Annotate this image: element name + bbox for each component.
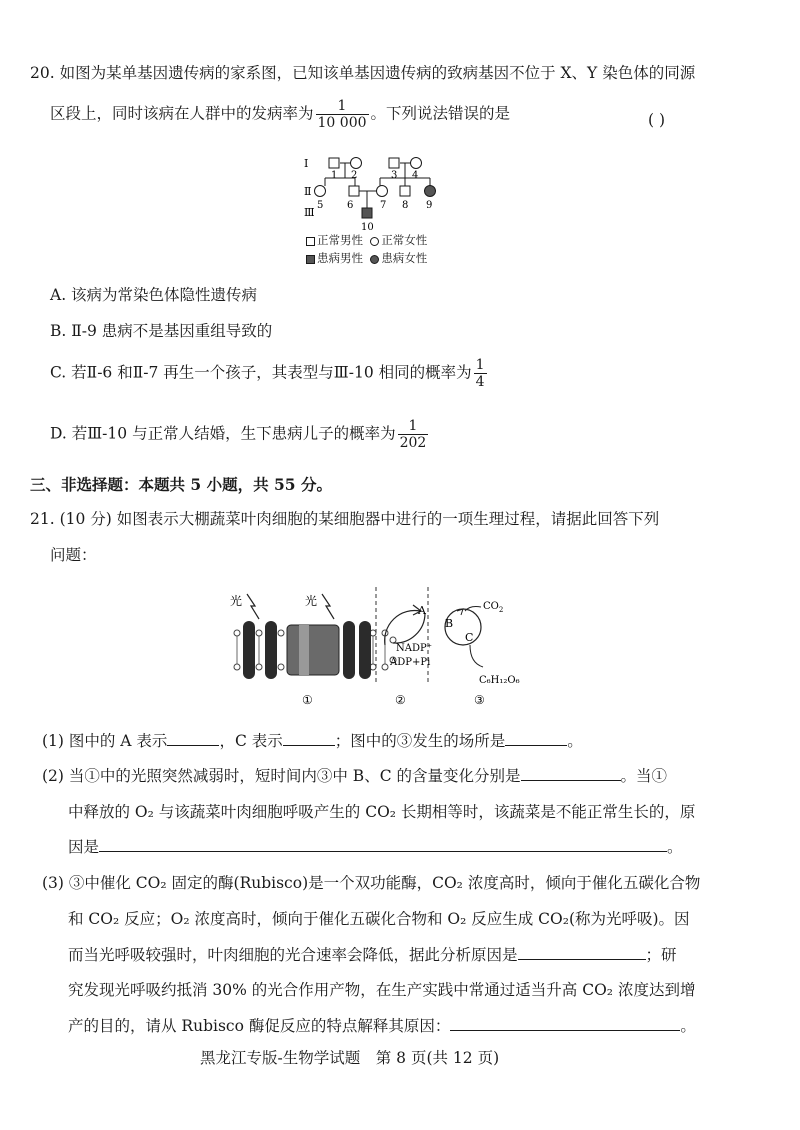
protein-complex-1	[243, 621, 255, 679]
option-c-text: C. 若Ⅱ-6 和Ⅱ-7 再生一个孩子，其表型与Ⅲ-10 相同的概率为	[50, 363, 472, 382]
q21-part3-line5	[68, 1016, 696, 1036]
legend-affected-female: 患病女性	[381, 251, 428, 265]
id-4: 4	[412, 170, 419, 181]
part2-l3a: 因是	[68, 838, 100, 856]
person-3-male	[389, 158, 399, 168]
option-d-text: D. 若Ⅲ-10 与正常人结婚，生下患病儿子的概率为	[50, 424, 396, 443]
pedigree-legend-row1	[306, 233, 427, 247]
circle-icon	[370, 237, 379, 246]
person-6-male	[349, 186, 359, 196]
fraction-denominator: 202	[399, 435, 427, 451]
part3-l3a: 而当光呼吸较强时，叶肉细胞的光合速率会降低，据此分析原因是	[68, 946, 518, 964]
q20-line1: 20. 如图为某单基因遗传病的家系图，已知该单基因遗传病的致病基因不位于 X、Y 染色体的同源	[30, 64, 696, 82]
fraction-numerator: 1	[316, 98, 369, 115]
pedigree-chart	[300, 148, 450, 238]
q20-option-a: A. 该病为常染色体隐性遗传病	[50, 286, 258, 304]
fraction-denominator: 10 000	[317, 115, 367, 131]
id-10: 10	[361, 222, 374, 233]
q20-option-b: B. Ⅱ-9 患病不是基因重组导致的	[50, 322, 273, 340]
q21-part1	[42, 731, 583, 751]
person-4-female	[411, 158, 422, 169]
person-1-male	[329, 158, 339, 168]
person-9-affected-female	[425, 186, 436, 197]
part3-l5a: 产的目的，请从 Rubisco 酶促反应的特点解释其原因：	[68, 1017, 451, 1035]
answer-blank[interactable]	[521, 766, 621, 781]
answer-blank[interactable]	[518, 945, 646, 960]
q21-part3-line2: 和 CO₂ 反应；O₂ 浓度高时，倾向于催化五碳化合物和 O₂ 反应生成 CO₂(称为光呼吸)。因	[68, 910, 690, 928]
q21-part3-line4: 究发现光呼吸约抵消 30% 的光合作用产物，在生产实践中常通过适当升高 CO₂ 浓度达到增	[68, 981, 696, 999]
q21-line1: 21. (10 分) 如图表示大棚蔬菜叶肉细胞的某细胞器中进行的一项生理过程，请据此回答下列	[30, 510, 660, 528]
q20-answer-paren: ( )	[648, 111, 666, 129]
region-label-3: ③	[474, 693, 485, 707]
answer-blank[interactable]	[283, 731, 335, 746]
pedigree-legend-row2	[306, 251, 427, 265]
id-6: 6	[347, 200, 354, 211]
lightning-icon	[247, 594, 259, 619]
person-7-female	[377, 186, 388, 197]
id-9: 9	[426, 200, 433, 211]
fraction-numerator: 1	[475, 357, 485, 373]
protein-complex-3	[343, 621, 355, 679]
person-2-female	[351, 158, 362, 169]
label-co2	[483, 601, 503, 614]
legend-normal-male: 正常男性	[317, 233, 363, 247]
q21-part2-line3	[68, 837, 683, 857]
gen-label-2: Ⅱ	[304, 185, 312, 198]
label-B: B	[445, 617, 454, 630]
id-5: 5	[317, 200, 324, 211]
legend-affected-male: 患病男性	[317, 251, 363, 265]
light-label-2: 光	[305, 594, 318, 608]
option-c-fraction	[474, 357, 487, 390]
q20-line2-text: 区段上，同时该病在人群中的发病率为	[50, 104, 314, 123]
gen-label-1: Ⅰ	[304, 157, 309, 170]
q20-incidence-fraction	[316, 98, 369, 131]
label-A: A	[418, 604, 426, 617]
q20-line2	[50, 98, 510, 131]
co2-text: CO	[483, 601, 499, 612]
part1-a: (1) 图中的 A 表示	[42, 732, 168, 750]
protein-complex-2	[265, 621, 277, 679]
thylakoid-membrane	[234, 621, 396, 679]
q21-part2-line2: 中释放的 O₂ 与该蔬菜叶肉细胞呼吸产生的 CO₂ 长期相等时，该蔬菜是不能正常生长的，原	[68, 803, 696, 821]
answer-blank[interactable]	[450, 1016, 680, 1031]
gen-label-3: Ⅲ	[304, 206, 315, 219]
filled-circle-icon	[370, 255, 379, 264]
q21-part3-line1: (3) ③中催化 CO₂ 固定的酶(Rubisco)是一个双功能酶，CO₂ 浓度高时，倾向于催化五碳化合物	[42, 874, 701, 892]
fraction-denominator: 4	[475, 374, 485, 390]
lightning-icon	[322, 594, 334, 619]
q21-part2-line1	[42, 766, 667, 786]
glucose-arrow	[470, 645, 483, 667]
atp-synthase-channel	[299, 625, 309, 675]
section-3-heading: 三、非选择题：本题共 5 小题，共 55 分。	[30, 475, 332, 494]
part2-l3b: 。	[667, 838, 683, 856]
person-10-affected-male	[362, 208, 372, 218]
id-3: 3	[391, 170, 398, 181]
light-label-1: 光	[230, 594, 243, 608]
part2-l1b: 。当①	[620, 767, 668, 785]
option-d-fraction	[398, 418, 429, 451]
part3-l5b: 。	[680, 1017, 696, 1035]
person-8-male	[400, 186, 410, 196]
square-icon	[306, 237, 315, 246]
label-adp-pi: ADP+Pi	[390, 657, 431, 668]
part2-l1a: (2) 当①中的光照突然减弱时，短时间内③中 B、C 的含量变化分别是	[42, 767, 521, 785]
q21-line2: 问题：	[50, 546, 97, 564]
q20-line2-tail: 。下列说法错误的是	[370, 104, 511, 123]
q20-option-d	[50, 418, 430, 451]
protein-complex-4	[359, 621, 371, 679]
person-5-female	[315, 186, 326, 197]
part3-l3b: ；研	[645, 946, 677, 964]
co2-subscript: 2	[498, 606, 504, 614]
label-C: C	[465, 631, 474, 644]
fraction-numerator: 1	[398, 418, 429, 435]
id-8: 8	[402, 200, 409, 211]
id-7: 7	[380, 200, 387, 211]
atp-synthase	[287, 625, 339, 675]
photosynthesis-diagram	[225, 585, 545, 710]
part1-d: 。	[567, 732, 583, 750]
region-label-2: ②	[395, 693, 406, 707]
answer-blank[interactable]	[167, 731, 219, 746]
label-nadp: NADP⁺	[396, 643, 432, 654]
page-footer: 黑龙江专版-生物学试题 第 8 页(共 12 页)	[200, 1049, 500, 1067]
id-1: 1	[331, 170, 338, 181]
q20-option-c	[50, 357, 489, 390]
legend-normal-female: 正常女性	[381, 233, 428, 247]
filled-square-icon	[306, 255, 315, 264]
part1-b: ，C 表示	[219, 732, 283, 750]
part1-c: ；图中的③发生的场所是	[334, 732, 506, 750]
answer-blank[interactable]	[505, 731, 567, 746]
q21-part3-line3	[68, 945, 677, 965]
label-glucose: C₆H₁₂O₆	[479, 675, 520, 686]
region-label-1: ①	[302, 693, 313, 707]
cycle-arrow-down	[393, 613, 425, 643]
id-2: 2	[351, 170, 358, 181]
answer-blank[interactable]	[99, 837, 667, 852]
co2-arrow	[465, 607, 481, 612]
